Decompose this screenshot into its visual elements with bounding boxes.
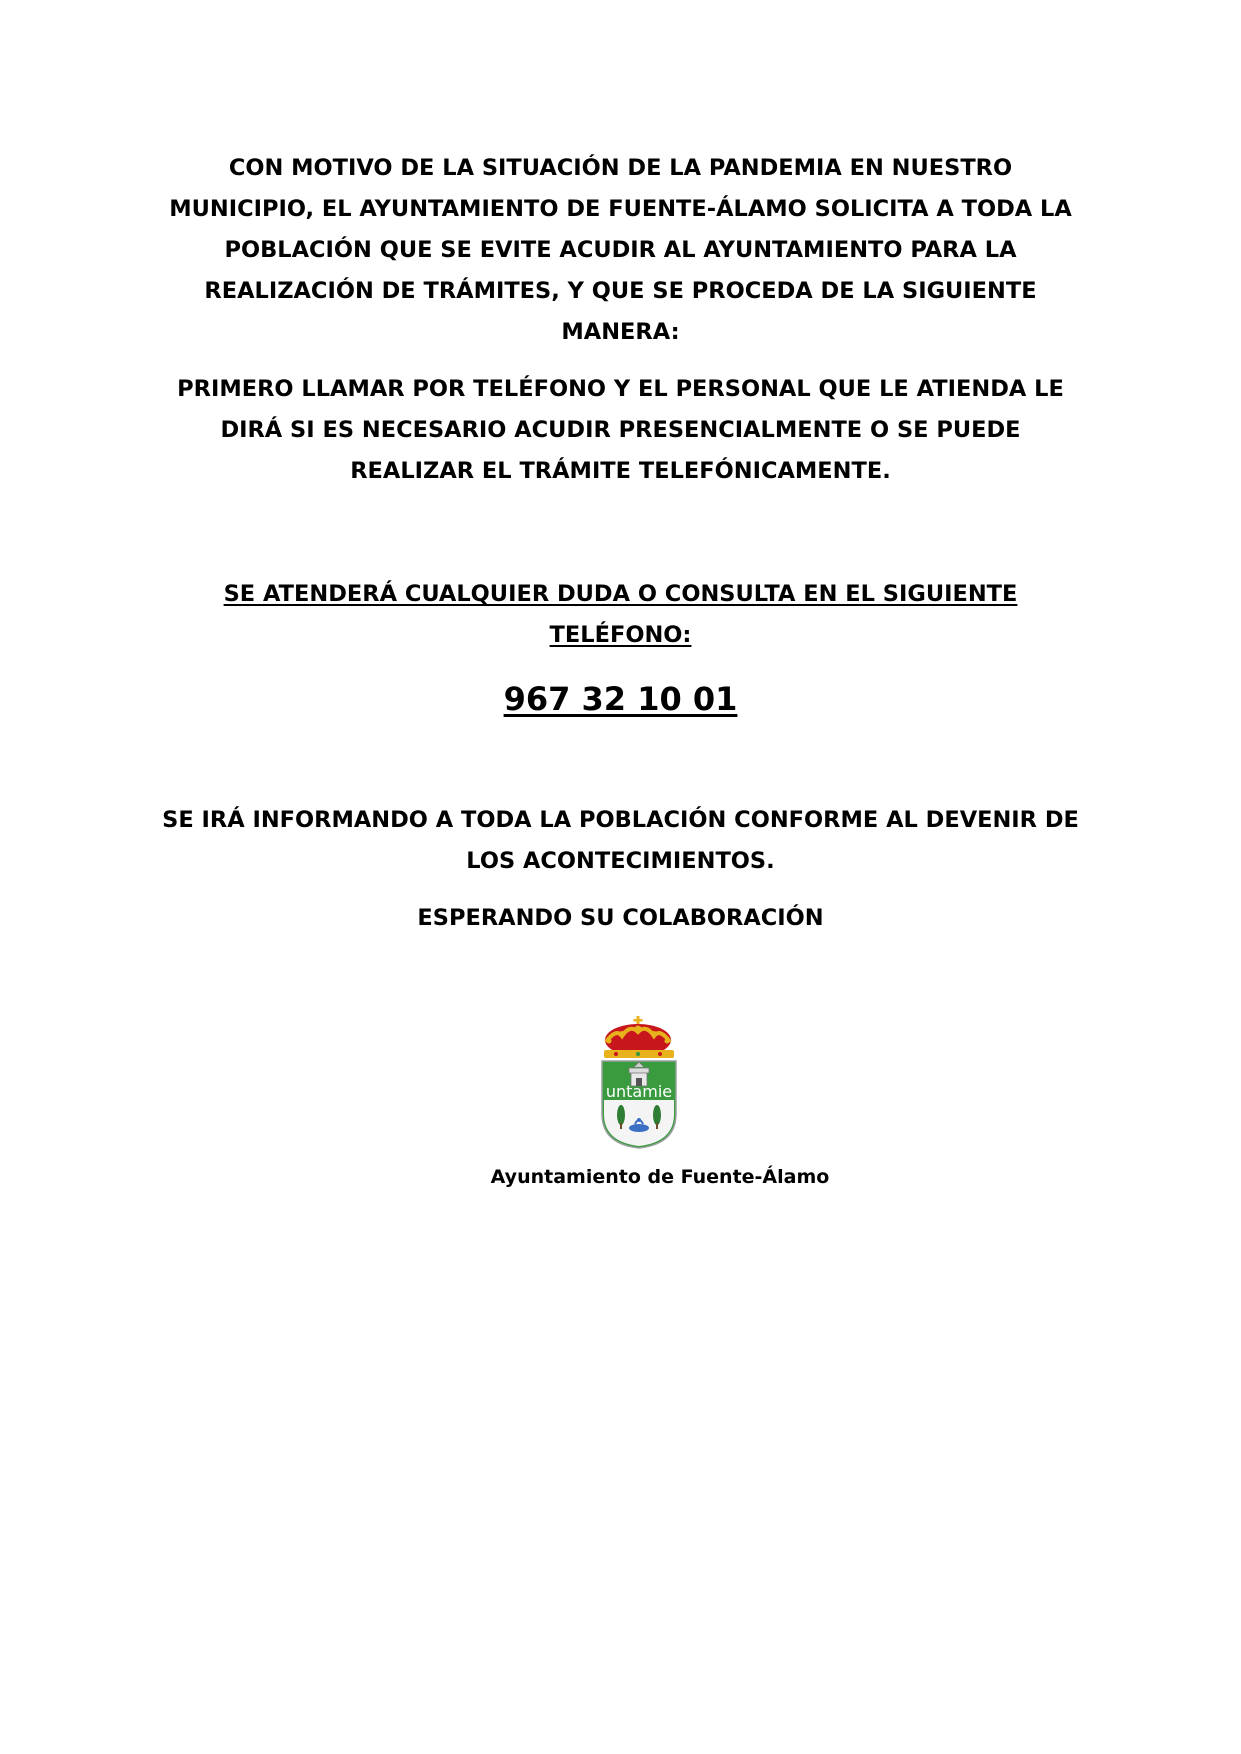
instructions-paragraph: PRIMERO LLAMAR POR TELÉFONO Y EL PERSONAL QUE LE ATIENDA LE DIRÁ SI ES NECESARIO ACUDIR PRESENCIALMENTE O SE PUEDE REALIZAR EL TRÁMITE TELEFÓNICAMENTE.	[177, 376, 1064, 484]
crown-icon	[604, 1016, 674, 1058]
notice-body	[160, 148, 1081, 939]
town-hall-caption: Ayuntamiento de Fuente-Álamo	[490, 1166, 830, 1188]
coat-of-arms-icon	[596, 1016, 682, 1150]
information-paragraph: SE IRÁ INFORMANDO A TODA LA POBLACIÓN CONFORME AL DEVENIR DE LOS ACONTECIMIENTOS.	[162, 807, 1079, 874]
intro-paragraph: CON MOTIVO DE LA SITUACIÓN DE LA PANDEMIA EN NUESTRO MUNICIPIO, EL AYUNTAMIENTO DE FUENTE-ÁLAMO SOLICITA A TODA LA POBLACIÓN QUE SE EVITE ACUDIR AL AYUNTAMIENTO PARA LA REALIZACIÓN DE TRÁMITES, Y QUE SE PROCEDA DE LA SIGUIENTE MANERA:	[169, 155, 1072, 345]
consultation-heading: SE ATENDERÁ CUALQUIER DUDA O CONSULTA EN EL SIGUIENTE TELÉFONO:	[223, 581, 1018, 648]
closing-line: ESPERANDO SU COLABORACIÓN	[417, 905, 824, 931]
phone-number: 967 32 10 01	[503, 680, 738, 718]
crest-band-text: untamie	[605, 1082, 673, 1101]
